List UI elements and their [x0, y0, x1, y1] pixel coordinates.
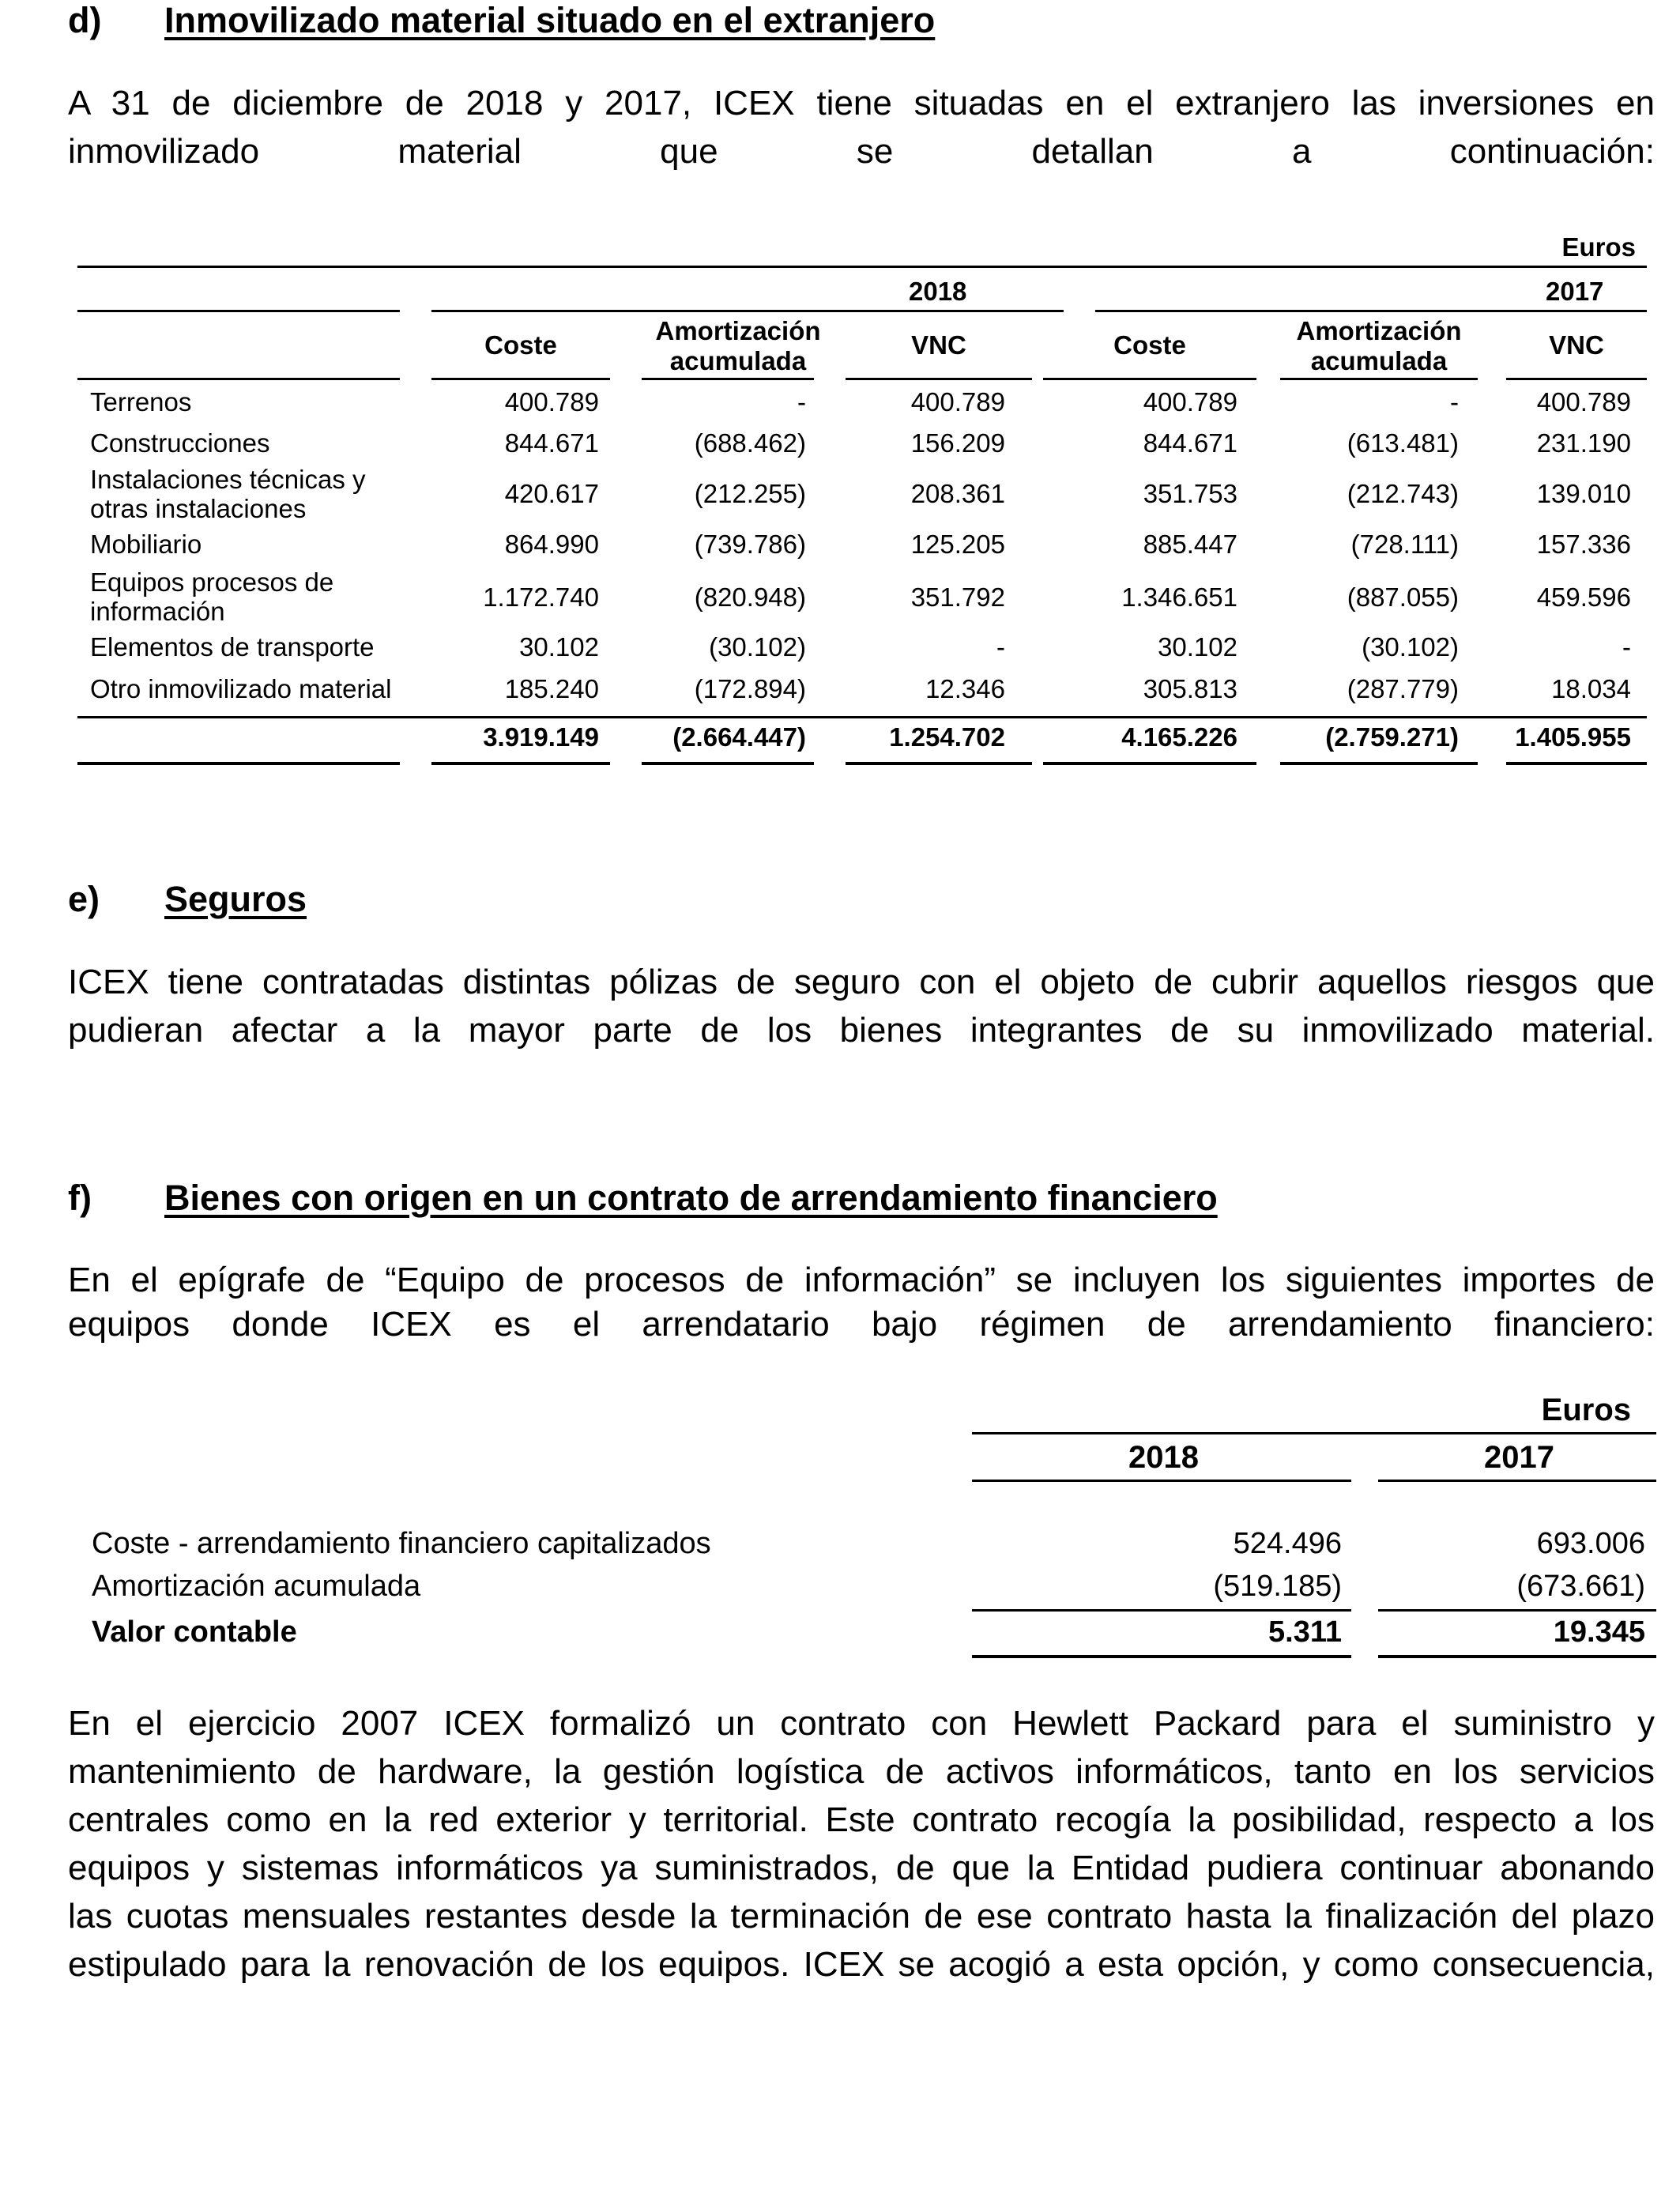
cell-coste-2018: 400.789 [504, 387, 599, 417]
row-label: Terrenos [90, 387, 192, 417]
cell-coste-2018: 30.102 [519, 632, 599, 662]
cell-coste-2017: 30.102 [1158, 632, 1237, 662]
cell-vnc-2017: 139.010 [1536, 479, 1631, 508]
cell-vnc-2018: 12.346 [925, 674, 1005, 703]
year-header-2017: 2017 [1484, 1440, 1554, 1475]
paragraph-line: equipos donde ICEX es el arrendatario bajo régimen de arrendamiento financiero: [68, 1305, 1655, 1344]
total-coste-2018: 3.919.149 [483, 722, 599, 752]
cell-amort-2017: (887.055) [1347, 582, 1459, 612]
section-letter: e) [68, 879, 100, 919]
col-header-coste-2018: Coste [484, 330, 557, 360]
cell-coste-2018: 420.617 [504, 479, 599, 508]
col-header-vnc-2017: VNC [1549, 330, 1604, 360]
cell-vnc-2018: 400.789 [910, 387, 1005, 417]
paragraph-line: inmovilizado material que se detallan a continuación: [68, 132, 1655, 171]
section-title: Seguros [164, 879, 307, 919]
cell-amort-2018: (688.462) [694, 428, 806, 458]
row-label-line: otras instalaciones [90, 494, 307, 523]
currency-label: Euros [1561, 232, 1636, 262]
paragraph-line: ICEX tiene contratadas distintas pólizas de seguro con el objeto de cubrir aquellos riesgos que [68, 963, 1655, 1001]
section-title: Bienes con origen en un contrato de arrendamiento financiero [164, 1178, 1218, 1218]
year-header-2018: 2018 [1128, 1440, 1199, 1475]
section-f-closing-text [68, 1699, 1655, 1989]
row-label: Elementos de transporte [90, 632, 375, 662]
cell-2017: 693.006 [1536, 1527, 1645, 1560]
year-header-2018: 2018 [909, 277, 967, 306]
paragraph-line: En el epígrafe de “Equipo de procesos de información” se incluyen los siguientes importes de [68, 1261, 1655, 1299]
cell-vnc-2017: 400.789 [1536, 387, 1631, 417]
cell-amort-2018: (172.894) [694, 674, 806, 703]
cell-vnc-2017: 157.336 [1536, 530, 1631, 559]
cell-2017: (673.661) [1516, 1570, 1645, 1603]
cell-amort-2018: (30.102) [709, 632, 806, 662]
row-label: Otro inmovilizado material [90, 674, 392, 703]
section-letter: d) [68, 0, 102, 40]
paragraph-line: centrales como en la red exterior y territorial. Este contrato recogía la posibilidad, respecto a los [68, 1800, 1655, 1839]
cell-amort-2017: - [1450, 387, 1459, 417]
cell-vnc-2018: 156.209 [910, 428, 1005, 458]
paragraph-line: estipulado para la renovación de los equipos. ICEX se acogió a esta opción, y como consecuencia, [68, 1945, 1655, 1984]
total-label: Valor contable [92, 1615, 297, 1649]
cell-coste-2017: 305.813 [1143, 674, 1237, 703]
table-top-rule [972, 1432, 1656, 1434]
cell-coste-2017: 1.346.651 [1121, 582, 1237, 612]
cell-amort-2017: (212.743) [1347, 479, 1459, 508]
cell-2018: 524.496 [1233, 1527, 1342, 1560]
cell-coste-2018: 185.240 [504, 674, 599, 703]
col-header-coste-2017: Coste [1113, 330, 1186, 360]
cell-amort-2017: (30.102) [1362, 632, 1459, 662]
currency-label: Euros [1541, 1393, 1631, 1427]
cell-coste-2018: 1.172.740 [483, 582, 599, 612]
cell-vnc-2017: 459.596 [1536, 582, 1631, 612]
paragraph-line: pudieran afectar a la mayor parte de los bienes integrantes de su inmovilizado material. [68, 1011, 1655, 1050]
subtotal-rule [972, 1609, 1351, 1612]
cell-vnc-2018: 351.792 [910, 582, 1005, 612]
subtotal-rule [1378, 1609, 1656, 1612]
total-bottom-rule [1378, 1655, 1656, 1658]
year-header-2017: 2017 [1546, 277, 1604, 306]
paragraph-line: equipos y sistemas informáticos ya suministrados, de que la Entidad pudiera continuar abonando [68, 1849, 1655, 1887]
cell-2018: (519.185) [1213, 1570, 1342, 1603]
cell-amort-2018: (739.786) [694, 530, 806, 559]
col-header-vnc-2018: VNC [911, 330, 966, 360]
row-label: Coste - arrendamiento financiero capitalizados [92, 1527, 711, 1560]
col-header-line: Amortización [655, 316, 821, 345]
cell-vnc-2017: 231.190 [1536, 428, 1631, 458]
cell-coste-2017: 400.789 [1143, 387, 1237, 417]
cell-coste-2018: 844.671 [504, 428, 599, 458]
row-label: Amortización acumulada [92, 1570, 421, 1603]
cell-vnc-2018: 125.205 [910, 530, 1005, 559]
col-header-line: acumulada [1310, 346, 1448, 375]
cell-vnc-2017: - [1622, 632, 1631, 662]
paragraph-line: A 31 de diciembre de 2018 y 2017, ICEX tiene situadas en el extranjero las inversiones en [68, 84, 1655, 123]
section-title: Inmovilizado material situado en el extranjero [164, 0, 936, 40]
col-header-line: Amortización [1296, 316, 1462, 345]
total-bottom-rule [972, 1655, 1351, 1658]
year-underline [1378, 1480, 1656, 1482]
section-letter: f) [68, 1178, 92, 1218]
row-label: Mobiliario [90, 530, 202, 559]
row-label-line: Instalaciones técnicas y [90, 465, 366, 494]
total-2018: 5.311 [1268, 1615, 1342, 1649]
year-underline [972, 1480, 1351, 1482]
cell-amort-2018: - [797, 387, 806, 417]
cell-coste-2017: 844.671 [1143, 428, 1237, 458]
cell-vnc-2018: 208.361 [910, 479, 1005, 508]
cell-amort-2018: (820.948) [694, 582, 806, 612]
total-2017: 19.345 [1553, 1615, 1645, 1649]
total-vnc-2017: 1.405.955 [1515, 722, 1631, 752]
cell-amort-2017: (287.779) [1347, 674, 1459, 703]
col-header-line: acumulada [669, 346, 807, 375]
cell-amort-2017: (613.481) [1347, 428, 1459, 458]
cell-vnc-2017: 18.034 [1551, 674, 1631, 703]
cell-vnc-2018: - [996, 632, 1005, 662]
cell-amort-2017: (728.111) [1350, 530, 1459, 559]
cell-coste-2017: 351.753 [1143, 479, 1237, 508]
paragraph-line: mantenimiento de hardware, la gestión logística de activos informáticos, tanto en los servicios [68, 1752, 1655, 1791]
total-amort-2018: (2.664.447) [672, 722, 806, 752]
row-label-line: información [90, 597, 225, 626]
cell-coste-2018: 864.990 [504, 530, 599, 559]
row-label-line: Equipos procesos de [90, 567, 334, 597]
cell-amort-2018: (212.255) [694, 479, 806, 508]
cell-coste-2017: 885.447 [1143, 530, 1237, 559]
row-label: Construcciones [90, 428, 270, 458]
total-coste-2017: 4.165.226 [1121, 722, 1237, 752]
paragraph-line: En el ejercicio 2007 ICEX formalizó un contrato con Hewlett Packard para el suministro y [68, 1704, 1655, 1743]
total-amort-2017: (2.759.271) [1325, 722, 1459, 752]
paragraph-line: las cuotas mensuales restantes desde la terminación de ese contrato hasta la finalización del plazo [68, 1897, 1655, 1936]
total-vnc-2018: 1.254.702 [889, 722, 1005, 752]
